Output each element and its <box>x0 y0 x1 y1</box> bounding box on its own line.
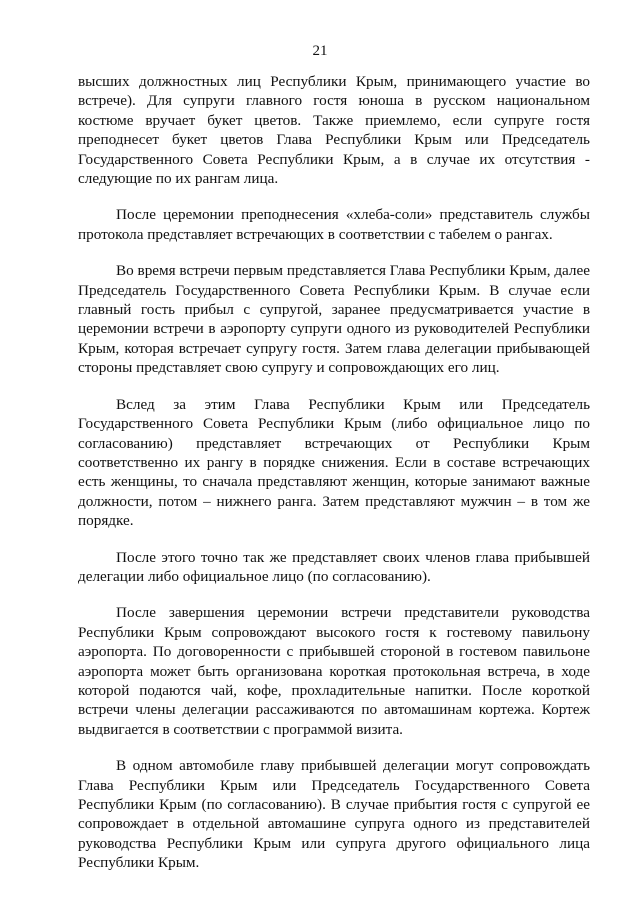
paragraph-5: После этого точно так же представляет своих членов глава прибывшей делегации либо официальное лицо (по согласованию). <box>78 548 590 585</box>
document-body <box>78 72 590 890</box>
paragraph-3: Во время встречи первым представляется Глава Республики Крым, далее Председатель Государственного Совета Республики Крым. В случае если главный гость прибыл с супругой, заранее предусматривается участие в церемонии встречи в аэропорту супруги одного из руководителей Республики Крым, которая встречает супругу гостя. Затем глава делегации прибывающей стороны представляет свою супругу и сопровождающих его лиц. <box>78 262 590 377</box>
paragraph-7: В одном автомобиле главу прибывшей делегации могут сопровождать Глава Республики Крым или Председатель Государственного Совета Республики Крым (по согласованию). В случае прибытия гостя с супругой ее сопровождает в отдельной автомашине супруга одного из представителей руководства Республики Крым или супруга другого официального лица Республики Крым. <box>78 757 590 872</box>
paragraph-4: Вслед за этим Глава Республики Крым или Председатель Государственного Совета Республики Крым (либо официальное лицо по согласованию) представляет встречающих от Республики Крым соответственно их рангу в порядке снижения. Если в составе встречающих есть женщины, то сначала представляют женщин, которые занимают важные должности, потом – нижнего ранга. Затем представляют мужчин – в том же порядке. <box>78 395 590 530</box>
paragraph-2: После церемонии преподнесения «хлеба-соли» представитель службы протокола представляет встречающих в соответствии с табелем о рангах. <box>78 206 590 243</box>
paragraph-1: высших должностных лиц Республики Крым, принимающего участие во встрече). Для супруги главного гостя юноша в русском национальном костюме вручает букет цветов. Также приемлемо, если супруге гостя преподнесет букет цветов Глава Республики Крым или Председатель Государственного Совета Республики Крым, а в случае их отсутствия - следующие по их рангам лица. <box>78 73 590 188</box>
page-number: 21 <box>312 43 328 59</box>
paragraph-6: После завершения церемонии встречи представители руководства Республики Крым сопровождают высокого гостя к гостевому павильону аэропорта. По договоренности с прибывшей стороной в гостевом павильоне аэропорта может быть организована короткая протокольная встреча, в ходе которой подаются чай, кофе, прохладительные напитки. После короткой встречи члены делегации рассаживаются по автомашинам кортежа. Кортеж выдвигается в соответствии с программой визита. <box>78 604 590 738</box>
